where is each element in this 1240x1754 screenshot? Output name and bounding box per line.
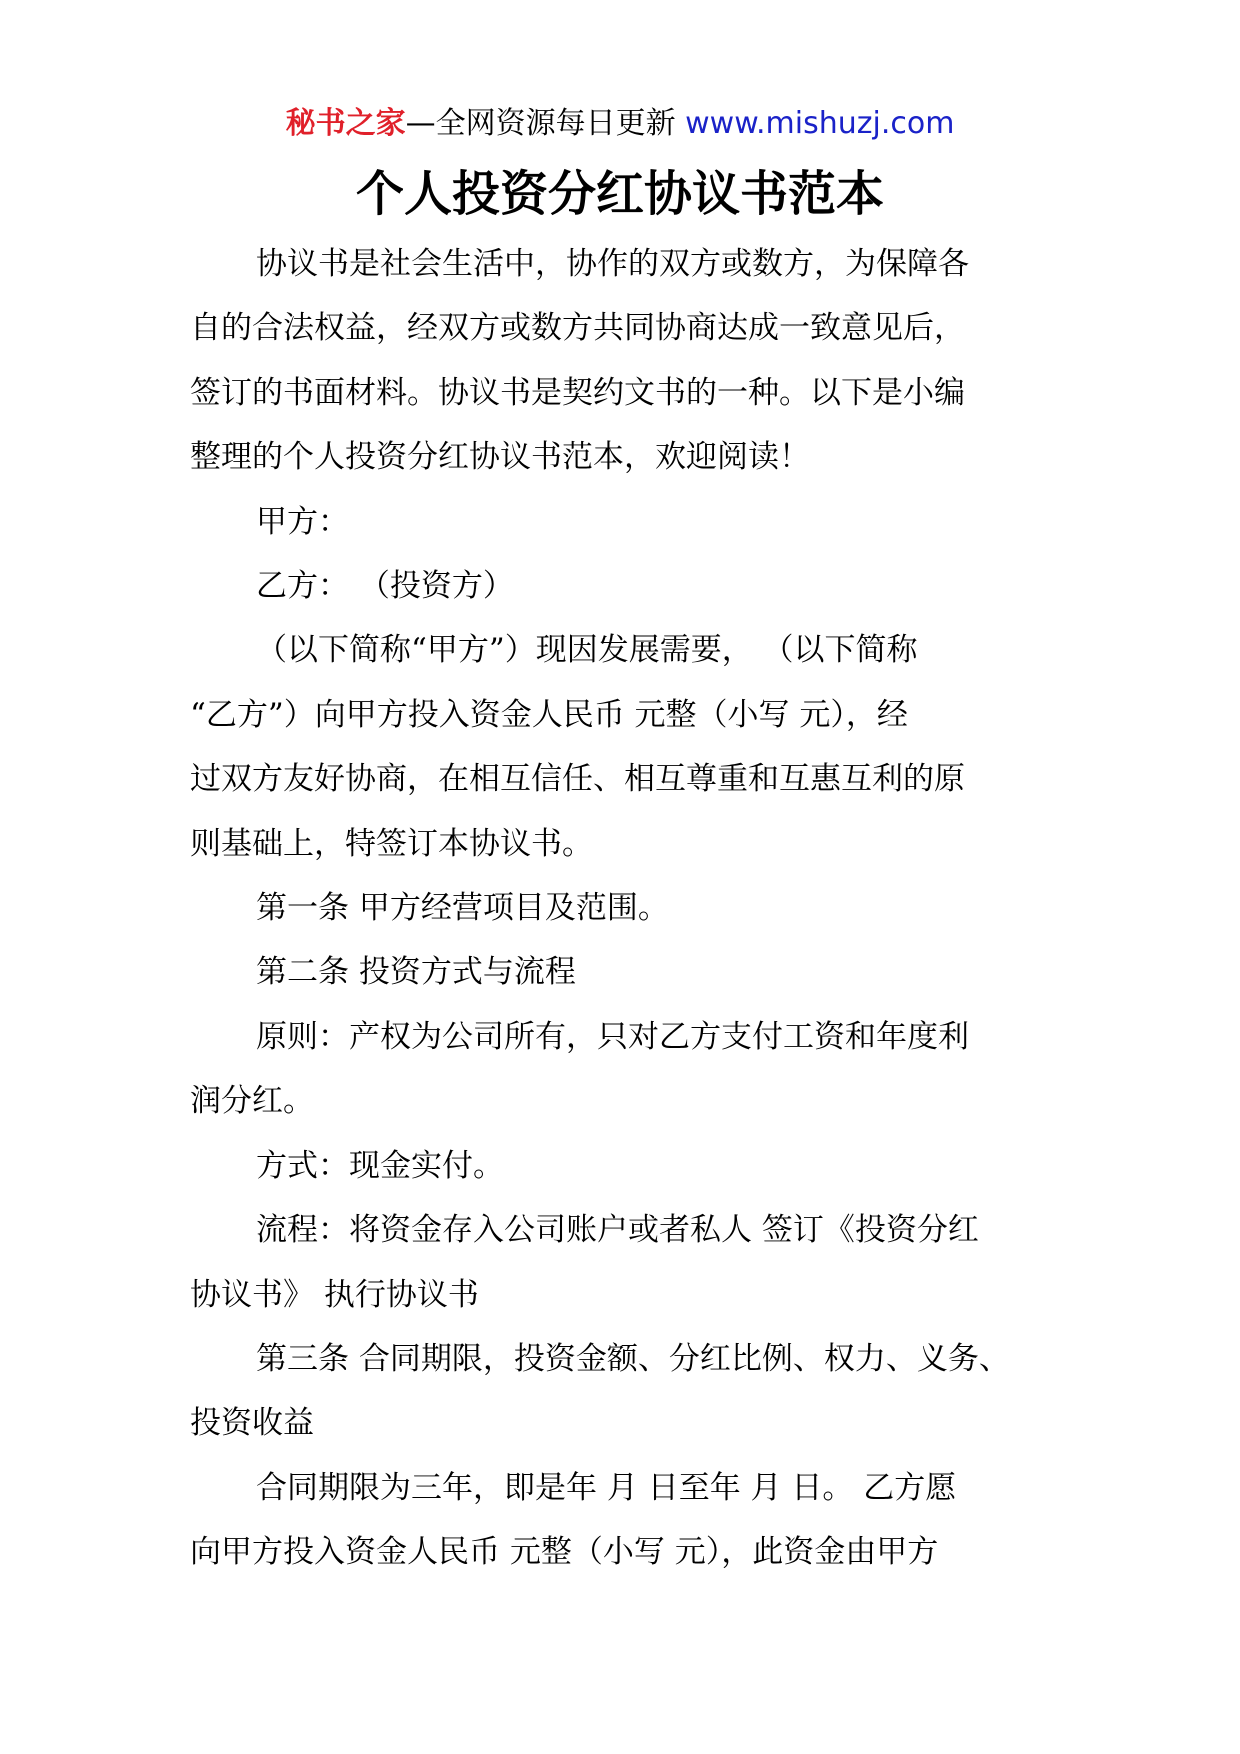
body-line: 甲方： [256, 503, 349, 540]
body-line: 投资收益 [190, 1405, 314, 1442]
site-slogan: —全网资源每日更新 [405, 106, 676, 141]
body-line: 乙方： （投资方） [256, 568, 514, 605]
site-header [0, 100, 1240, 148]
body-line: 签订的书面材料。协议书是契约文书的一种。以下是小编 [190, 374, 965, 411]
body-line: 协议书是社会生活中，协作的双方或数方，为保障各 [256, 246, 969, 282]
body-line: （以下简称“甲方”）现因发展需要， （以下简称 [256, 632, 918, 669]
document-title: 个人投资分红协议书范本 [355, 166, 884, 222]
body-line: 合同期限为三年，即是年 月 日至年 月 日。 乙方愿 [256, 1469, 957, 1506]
body-line: 过双方友好协商，在相互信任、相互尊重和互惠互利的原 [190, 761, 965, 798]
body-line: 自的合法权益，经双方或数方共同协商达成一致意见后， [190, 310, 965, 347]
body-line: 流程：将资金存入公司账户或者私人 签订《投资分红 [256, 1212, 979, 1249]
body-line: 第三条 合同期限，投资金额、分红比例、权力、义务、 [256, 1340, 1010, 1377]
body-line: 协议书》 执行协议书 [190, 1276, 479, 1313]
body-line: 向甲方投入资金人民币 元整（小写 元），此资金由甲方 [190, 1534, 939, 1571]
body-line: 第一条 甲方经营项目及范围。 [256, 890, 669, 927]
body-line: 润分红。 [190, 1083, 314, 1120]
site-brand: 秘书之家 [285, 106, 406, 141]
body-line: 原则：产权为公司所有，只对乙方支付工资和年度利 [256, 1018, 969, 1055]
body-line: 整理的个人投资分红协议书范本，欢迎阅读！ [190, 439, 810, 476]
body-line: 方式：现金实付。 [256, 1147, 504, 1184]
document-body [190, 232, 1070, 1585]
body-line: 第二条 投资方式与流程 [256, 954, 576, 991]
body-line: “乙方”）向甲方投入资金人民币 元整（小写 元），经 [190, 696, 908, 733]
site-url-link[interactable]: www.mishuzj.com [685, 106, 955, 141]
body-line: 则基础上，特签订本协议书。 [190, 825, 593, 862]
